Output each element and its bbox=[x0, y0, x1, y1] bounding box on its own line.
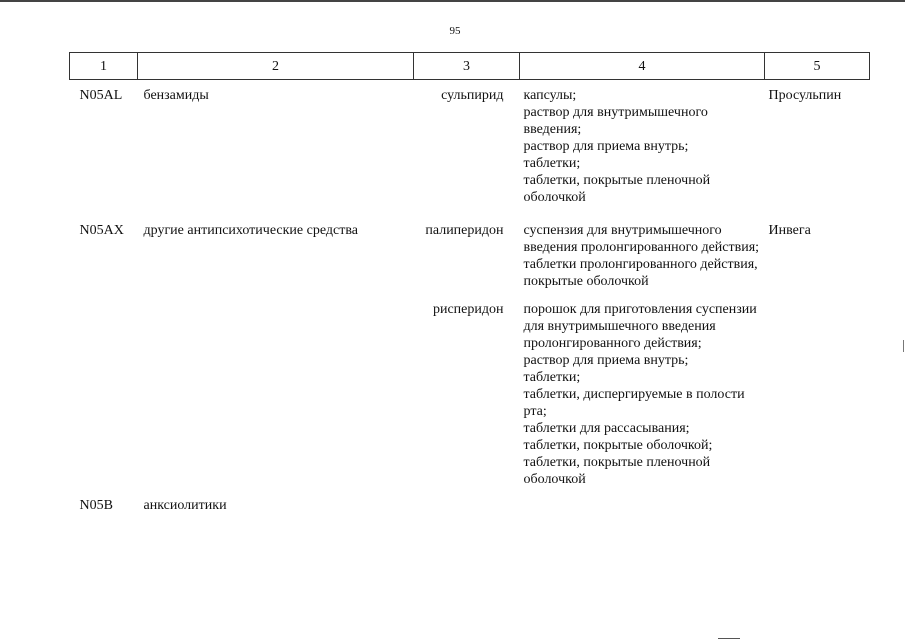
drug-name: рисперидон bbox=[432, 302, 504, 317]
drug-name: палиперидон bbox=[425, 223, 504, 238]
atc-group: бензамиды bbox=[143, 88, 209, 103]
table-row bbox=[70, 497, 870, 514]
dosage-form: суспензия для внутримышечного введения пролонгированного действия; bbox=[523, 223, 760, 255]
atc-group: другие антипсихотические средства bbox=[143, 223, 358, 238]
trade-name bbox=[765, 301, 870, 497]
dosage-form: раствор для приема внутрь; bbox=[523, 353, 689, 368]
scan-margin-mark bbox=[903, 340, 904, 352]
dosage-form: капсулы; bbox=[523, 88, 577, 103]
dosage-form: раствор для внутримышечного введения; bbox=[523, 105, 708, 137]
trade-name bbox=[765, 497, 870, 514]
atc-code: N05AL bbox=[79, 88, 123, 103]
column-header-5: 5 bbox=[765, 53, 870, 80]
dosage-forms bbox=[520, 80, 765, 223]
page-number: 95 bbox=[449, 25, 461, 37]
dosage-form: раствор для приема внутрь; bbox=[523, 139, 689, 154]
dosage-form: таблетки; bbox=[523, 156, 581, 171]
dosage-form: таблетки пролонгированного действия, покрытые оболочкой bbox=[523, 257, 758, 289]
dosage-form: таблетки для рассасывания; bbox=[523, 421, 690, 436]
dosage-form: таблетки, покрытые пленочной оболочкой bbox=[523, 173, 711, 205]
atc-code: N05AX bbox=[79, 223, 124, 238]
dosage-form: таблетки, покрытые оболочкой; bbox=[523, 438, 713, 453]
table-header-row bbox=[70, 53, 870, 80]
column-header-3: 3 bbox=[414, 53, 520, 80]
column-header-4: 4 bbox=[520, 53, 765, 80]
table-row bbox=[70, 301, 870, 497]
drug-table bbox=[69, 52, 870, 514]
column-header-2: 2 bbox=[138, 53, 414, 80]
top-border-line bbox=[0, 0, 905, 2]
trade-name: Инвега bbox=[768, 223, 811, 238]
dosage-forms bbox=[520, 497, 765, 514]
trade-name: Просульпин bbox=[768, 88, 842, 103]
drug-name bbox=[414, 497, 520, 514]
dosage-form: порошок для приготовления суспензии для внутримышечного введения пролонгированного действия; bbox=[523, 302, 757, 351]
table-row bbox=[70, 80, 870, 223]
atc-code bbox=[70, 301, 138, 497]
dosage-form: таблетки; bbox=[523, 370, 581, 385]
dosage-forms bbox=[520, 222, 765, 301]
dosage-forms bbox=[520, 301, 765, 497]
drug-name: сульпирид bbox=[441, 88, 504, 103]
atc-group bbox=[138, 301, 414, 497]
dosage-form: таблетки, покрытые пленочной оболочкой bbox=[523, 455, 711, 487]
atc-code: N05B bbox=[79, 498, 113, 513]
atc-group: анксиолитики bbox=[143, 498, 227, 513]
scan-bottom-mark bbox=[718, 638, 740, 639]
dosage-form: таблетки, диспергируемые в полости рта; bbox=[523, 387, 745, 419]
column-header-1: 1 bbox=[70, 53, 138, 80]
table-row bbox=[70, 222, 870, 301]
